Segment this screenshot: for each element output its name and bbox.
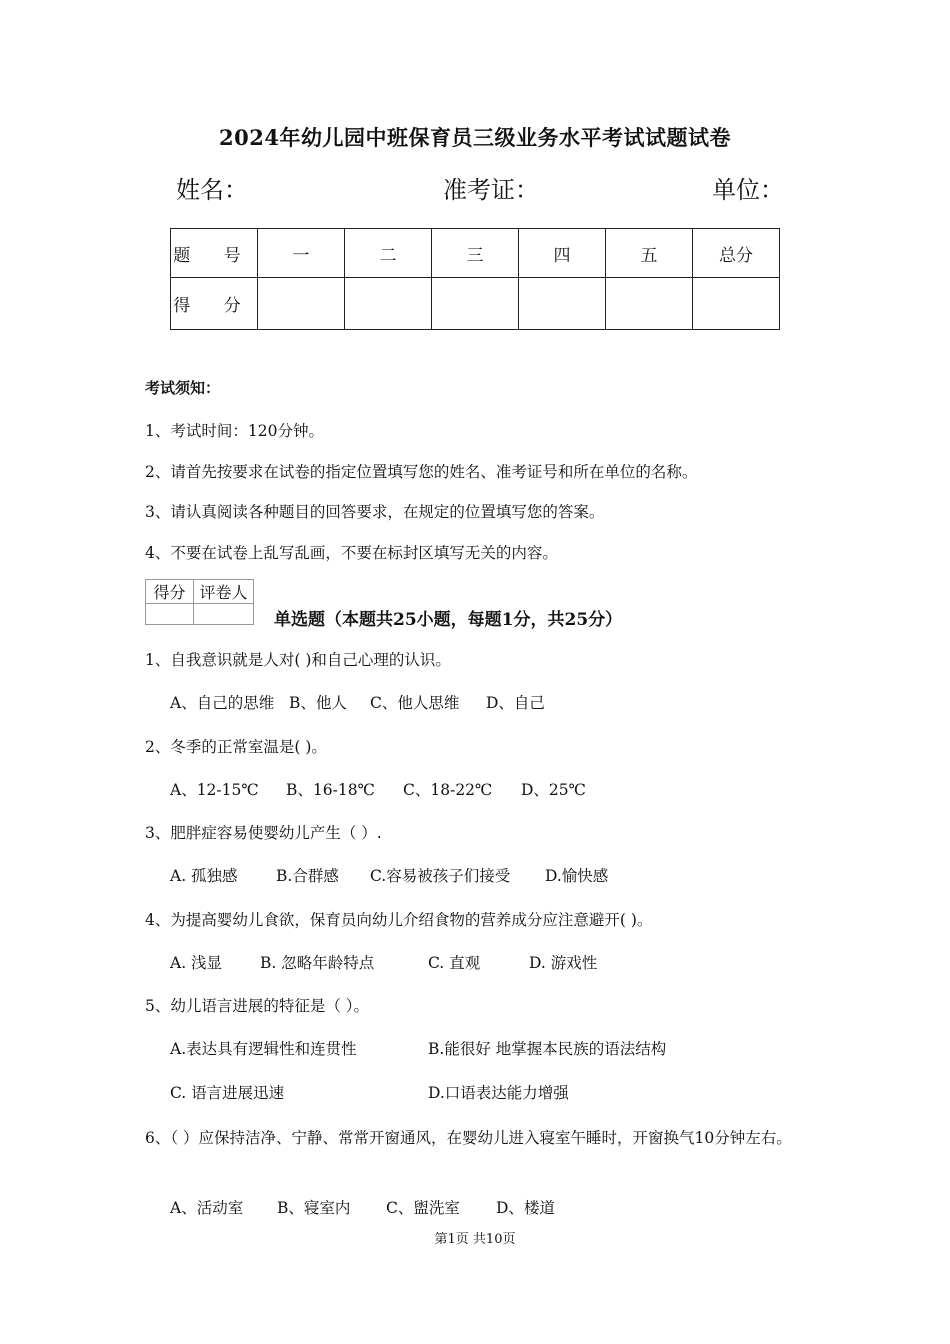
section-2-header: 二 bbox=[345, 229, 432, 278]
question-4-option-b: B. 忽略年龄特点 bbox=[260, 954, 375, 972]
question-5-option-d: D.口语表达能力增强 bbox=[428, 1084, 569, 1102]
question-1-option-b: B、他人 bbox=[289, 694, 347, 712]
question-1-option-d: D、自己 bbox=[486, 694, 545, 712]
question-5-option-c: C. 语言进展迅速 bbox=[170, 1084, 285, 1102]
page-title: 2024年幼儿园中班保育员三级业务水平考试试题试卷 bbox=[219, 125, 731, 150]
question-2-option-a: A、12-15℃ bbox=[170, 781, 259, 799]
question-6-option-c: C、盥洗室 bbox=[386, 1199, 460, 1217]
question-1-option-c: C、他人思维 bbox=[370, 694, 460, 712]
exam-id-label: 准考证： bbox=[443, 176, 539, 204]
section-4-header: 四 bbox=[519, 229, 606, 278]
grader-score-label: 得分 bbox=[146, 580, 194, 604]
name-label: 姓名： bbox=[176, 176, 248, 204]
grader-reviewer-cell[interactable] bbox=[194, 604, 254, 625]
question-3-option-c: C.容易被孩子们接受 bbox=[370, 867, 511, 885]
question-6-stem: 6、（ ）应保持洁净、宁静、常常开窗通风，在婴幼儿进入寝室午睡时，开窗换气10分钟左右。 bbox=[145, 1129, 792, 1147]
question-4-option-c: C. 直观 bbox=[428, 954, 481, 972]
notice-item-4: 4、不要在试卷上乱写乱画，不要在标封区填写无关的内容。 bbox=[145, 544, 558, 562]
question-1-option-a: A、自己的思维 bbox=[170, 694, 275, 712]
score-cell-5[interactable] bbox=[606, 278, 693, 330]
page-footer: 第1页 共10页 bbox=[434, 1232, 516, 1247]
notice-item-2: 2、请首先按要求在试卷的指定位置填写您的姓名、准考证号和所在单位的名称。 bbox=[145, 463, 698, 481]
notice-item-3: 3、请认真阅读各种题目的回答要求，在规定的位置填写您的答案。 bbox=[145, 503, 605, 521]
score-cell-total[interactable] bbox=[693, 278, 780, 330]
question-2-option-b: B、16-18℃ bbox=[286, 781, 375, 799]
score-cell-2[interactable] bbox=[345, 278, 432, 330]
question-3-stem: 3、肥胖症容易使婴幼儿产生（ ）. bbox=[145, 824, 382, 842]
section-1-header: 一 bbox=[258, 229, 345, 278]
question-6-option-d: D、楼道 bbox=[496, 1199, 555, 1217]
unit-label: 单位： bbox=[712, 176, 784, 204]
question-1-stem: 1、自我意识就是人对( )和自己心理的认识。 bbox=[145, 651, 451, 669]
question-4-option-d: D. 游戏性 bbox=[529, 954, 598, 972]
notice-title: 考试须知： bbox=[145, 379, 221, 397]
question-3-option-b: B.合群感 bbox=[276, 867, 339, 885]
score-cell-3[interactable] bbox=[432, 278, 519, 330]
grader-box bbox=[145, 579, 254, 625]
score-table bbox=[170, 228, 780, 330]
score-cell-4[interactable] bbox=[519, 278, 606, 330]
section-title: 单选题（本题共25小题，每题1分，共25分） bbox=[274, 610, 623, 630]
section-5-header: 五 bbox=[606, 229, 693, 278]
question-3-option-a: A. 孤独感 bbox=[170, 867, 238, 885]
grader-reviewer-label: 评卷人 bbox=[194, 580, 254, 604]
question-2-option-c: C、18-22℃ bbox=[403, 781, 493, 799]
total-header: 总分 bbox=[693, 229, 780, 278]
question-4-stem: 4、为提高婴幼儿食欲，保育员向幼儿介绍食物的营养成分应注意避开( )。 bbox=[145, 911, 653, 929]
score-table-score-row bbox=[171, 278, 780, 330]
question-2-option-d: D、25℃ bbox=[521, 781, 586, 799]
question-2-stem: 2、冬季的正常室温是( )。 bbox=[145, 738, 327, 756]
question-6-option-a: A、活动室 bbox=[170, 1199, 244, 1217]
question-5-option-b: B.能很好 地掌握本民族的语法结构 bbox=[428, 1040, 667, 1058]
score-cell-1[interactable] bbox=[258, 278, 345, 330]
question-5-stem: 5、幼儿语言进展的特征是（ ）。 bbox=[145, 997, 370, 1015]
score-table-header-row bbox=[171, 229, 780, 278]
question-5-option-a: A.表达具有逻辑性和连贯性 bbox=[170, 1040, 357, 1058]
question-4-option-a: A. 浅显 bbox=[170, 954, 223, 972]
section-3-header: 三 bbox=[432, 229, 519, 278]
question-number-label: 题 号 bbox=[171, 229, 258, 278]
question-3-option-d: D.愉快感 bbox=[545, 867, 609, 885]
score-label: 得 分 bbox=[171, 278, 258, 330]
question-6-option-b: B、寝室内 bbox=[277, 1199, 351, 1217]
notice-item-1: 1、考试时间：120分钟。 bbox=[145, 422, 324, 440]
grader-score-cell[interactable] bbox=[146, 604, 194, 625]
